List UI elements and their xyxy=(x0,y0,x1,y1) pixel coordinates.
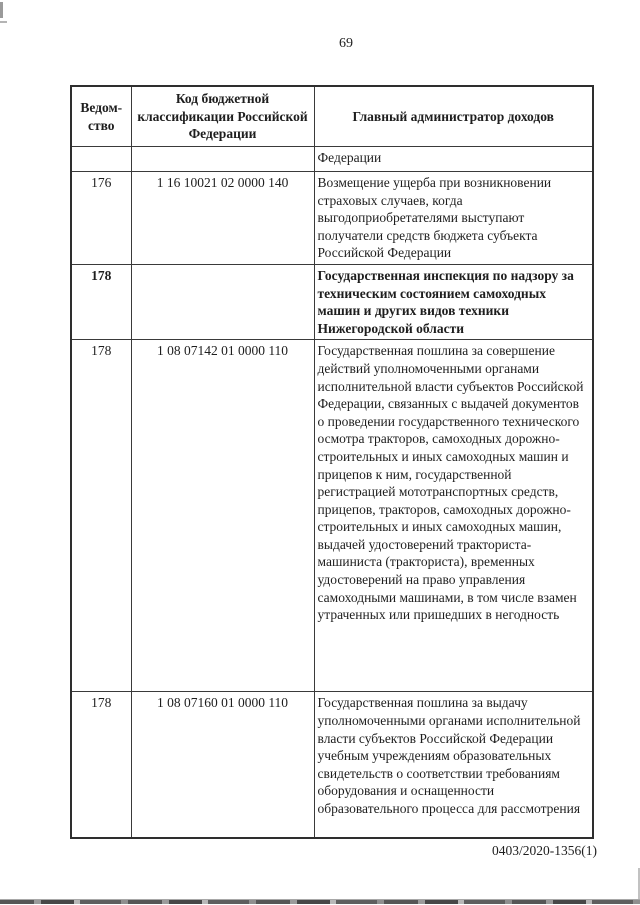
scan-artifact-top-left-bar xyxy=(0,2,3,18)
department-cell: 178 xyxy=(71,340,131,692)
header-revenue-admin: Главный администратор доходов xyxy=(314,86,593,147)
page-number: 69 xyxy=(339,36,353,51)
table-row xyxy=(71,147,593,172)
revenue-admin-cell: Государственная пошлина за совершение действий уполномоченными органами исполнительной власти субъектов Российской Федерации, связанных с выдачей документов о проведении государственного технического осмотра тракторов, самоходных дорожно-строительных и иных самоходных машин и прицепов к ним, государственной регистрацией мототранспортных средств, прицепов, тракторов, самоходных дорожно-строительных и иных самоходных машин, выдачей удостоверений тракториста-машиниста (тракториста), временных удостоверений на право управления самоходными машинами, в том числе взамен утраченных или пришедших в негодность xyxy=(314,340,593,692)
document-footer-code: 0403/2020-1356(1) xyxy=(492,843,597,858)
budget-code-cell: 1 16 10021 02 0000 140 xyxy=(131,172,314,265)
table-row xyxy=(71,340,593,692)
revenue-admins-table xyxy=(70,85,594,839)
table-header xyxy=(71,86,593,147)
department-cell: 176 xyxy=(71,172,131,265)
table-row xyxy=(71,172,593,265)
table-header-row xyxy=(71,86,593,147)
department-cell: 178 xyxy=(71,264,131,339)
budget-code-cell xyxy=(131,147,314,172)
table-row xyxy=(71,692,593,839)
department-cell: 178 xyxy=(71,692,131,839)
budget-code-cell: 1 08 07142 01 0000 110 xyxy=(131,340,314,692)
header-budget-code: Код бюджетной классификации Российской Федерации xyxy=(131,86,314,147)
revenue-admin-cell: Возмещение ущерба при возникновении страховых случаев, когда выгодоприобретателями выступают получатели средств бюджета субъекта Российской Федерации xyxy=(314,172,593,265)
department-cell xyxy=(71,147,131,172)
revenue-admin-cell: Государственная инспекция по надзору за техническим состоянием самоходных машин и других видов техники Нижегородской области xyxy=(314,264,593,339)
table-row-section-header xyxy=(71,264,593,339)
revenue-admin-cell: Федерации xyxy=(314,147,593,172)
scan-artifact-top-left-dash xyxy=(0,21,7,23)
budget-code-cell: 1 08 07160 01 0000 110 xyxy=(131,692,314,839)
scan-artifact-bottom-band xyxy=(0,899,640,904)
revenue-admin-cell: Государственная пошлина за выдачу уполномоченными органами исполнительной власти субъектов Российской Федерации учебным учреждениям образовательных свидетельств о соответствии требованиям оборудования и оснащенности образовательного процесса для рассмотрения xyxy=(314,692,593,839)
budget-code-cell xyxy=(131,264,314,339)
header-department: Ведом-ство xyxy=(71,86,131,147)
